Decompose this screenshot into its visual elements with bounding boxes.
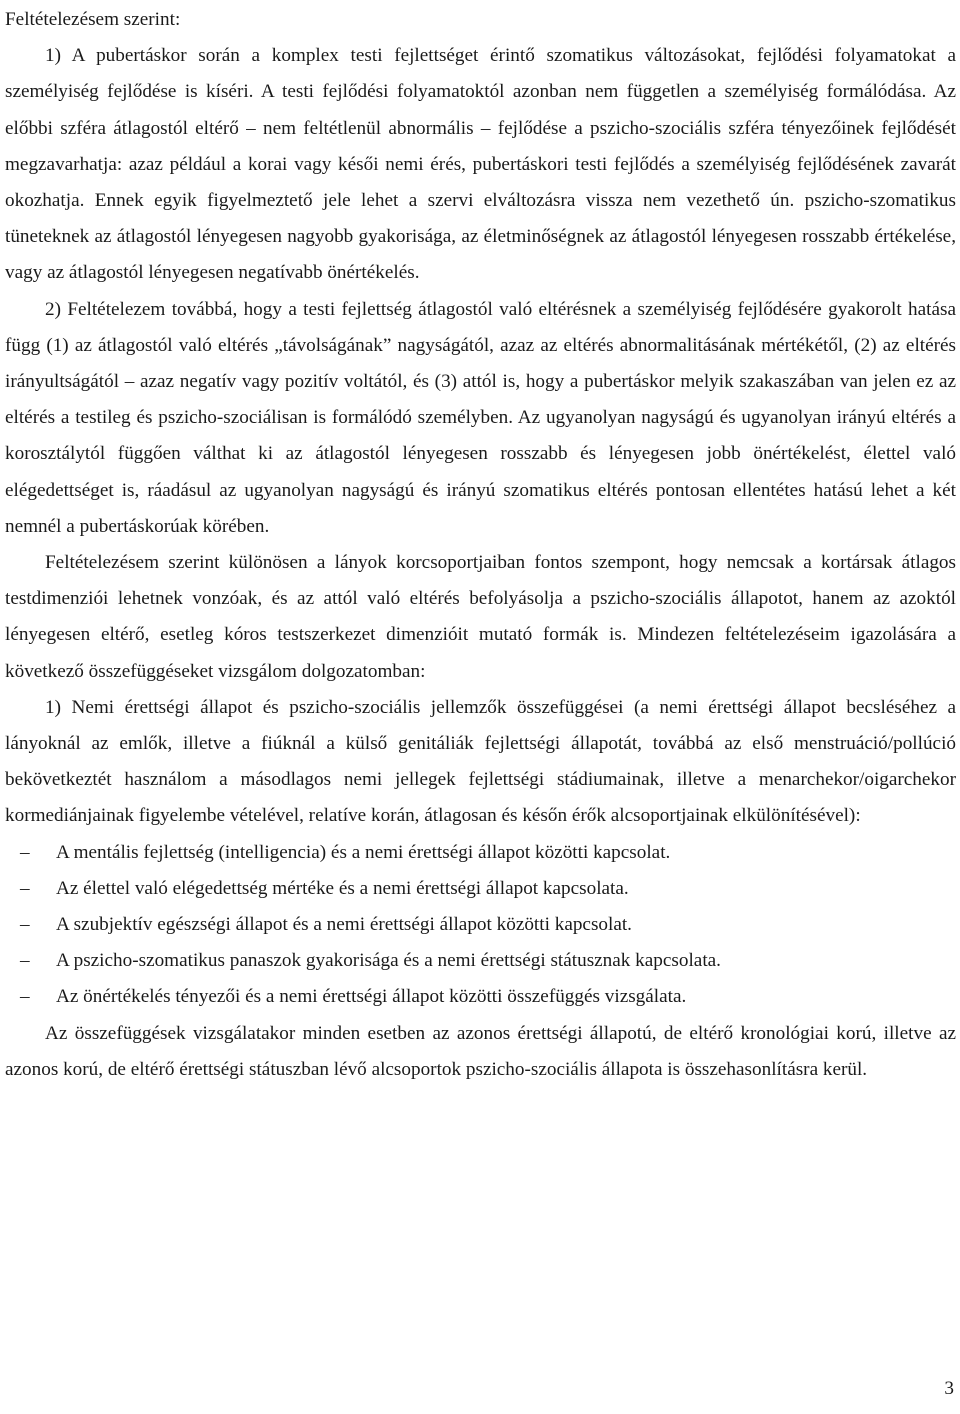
hypothesis-2-paragraph: 2) Feltételezem továbbá, hogy a testi fejlettség átlagostól való eltérésnek a személyiség fejlődésére gyakorolt hatása függ (1) az átlagostól való eltérés „távolságának” nagyságától, azaz az eltérés abnormalitásának mértékétől, (2) az eltérés irányultságától – azaz negatív vagy pozitív voltától, és (3) attól is, hogy a pubertáskor melyik szakaszában van jelen ez az eltérés a testileg és pszicho-szociálisan is formálódó személyben. Az ugyanolyan nagyságú és ugyanolyan irányú eltérés a korosztálytól függően válthat ki az átlagostól lényegesen rosszabb és lényegesen jobb önértékelést, élettel való elégedettséget is, ráadásul az ugyanolyan nagyságú és irányú szomatikus eltérés pontosan ellentétes hatású lehet a két nemnél a pubertáskorúak körében. [5,298,956,537]
list-item [5,835,956,871]
dash-bullet: – [20,950,30,972]
intro-heading: Feltételezésem szerint: [5,9,181,30]
dash-bullet: – [20,877,30,899]
list-item [5,979,956,1015]
list-item [5,871,956,907]
list-item-text: A mentális fejlettség (intelligencia) és a nemi érettségi állapot közötti kapcsolat. [56,841,671,863]
girls-hypothesis-paragraph: Feltételezésem szerint különösen a lányok korcsoportjaiban fontos szempont, hogy nemcsak a kortársak átlagos testdimenziói lehetnek vonzóak, és az attól való eltérés befolyásolja a pszicho-szociális állapotot, hanem az azoktól lényegesen eltérő, esetleg kóros testszerkezet dimenzióit mutató formák is. Mindezen feltételezéseim igazolására a következő összefüggéseket vizsgálom dolgozatomban: [5,552,956,682]
study-1-paragraph: 1) Nemi érettségi állapot és pszicho-szociális jellemzők összefüggései (a nemi érettségi állapot becsléséhez a lányoknál az emlők, illetve a fiúknál a külső genitáliák fejlettségi állapotát, továbbá az első menstruáció/pollúció bekövetkeztét használom a másodlagos nemi jellegek fejlettségi stádiumainak, illetve a menarchekor/oigarchekor kormediánjainak figyelembe vételével, relatíve korán, átlagosan és későn érők alcsoportjainak elkülönítésével): [5,696,956,827]
hypothesis-1-paragraph: 1) A pubertáskor során a komplex testi fejlettséget érintő szomatikus változásokat, fejlődési folyamatokat a személyiség fejlődése is kíséri. A testi fejlődési folyamatoktól azonban nem független a személyiség formálódása. Az előbbi szféra átlagostól eltérő – nem feltétlenül abnormális – fejlődése a pszicho-szociális szféra tényezőinek fejlődését megzavarhatja: azaz például a korai vagy késői nemi érés, pubertáskori testi fejlődés a személyiség fejlődésének zavarát okozhatja. Ennek egyik figyelmeztető jele lehet a szervi elváltozásra vissza nem vezethető ún. pszicho-szomatikus tüneteknek az átlagostól lényegesen nagyobb gyakorisága, az életminőségnek az átlagostól lényegesen rosszabb értékelése, vagy az átlagostól lényegesen negatívabb önértékelés. [5,45,956,284]
list-item-text: A szubjektív egészségi állapot és a nemi érettségi állapot közötti kapcsolat. [56,914,632,936]
comparison-paragraph: Az összefüggések vizsgálatakor minden esetben az azonos érettségi állapotú, de eltérő kronológiai korú, illetve az azonos korú, de eltérő érettségi státuszban lévő alcsoportok pszicho-szociális állapota is összehasonlításra kerül. [5,1022,956,1080]
page-number: 3 [944,1378,954,1399]
list-item-text: Az önértékelés tényezői és a nemi érettségi állapot közötti összefüggés vizsgálata. [56,986,687,1008]
list-item-text: A pszicho-szomatikus panaszok gyakorisága és a nemi érettségi státusznak kapcsolata. [56,950,721,972]
dash-bullet: – [20,914,30,936]
document-page [5,0,956,1088]
list-item-text: Az élettel való elégedettség mértéke és a nemi érettségi állapot kapcsolata. [56,877,629,899]
relationship-list [5,835,956,1016]
dash-bullet: – [20,986,30,1008]
list-item [5,907,956,943]
dash-bullet: – [20,841,30,863]
list-item [5,943,956,979]
